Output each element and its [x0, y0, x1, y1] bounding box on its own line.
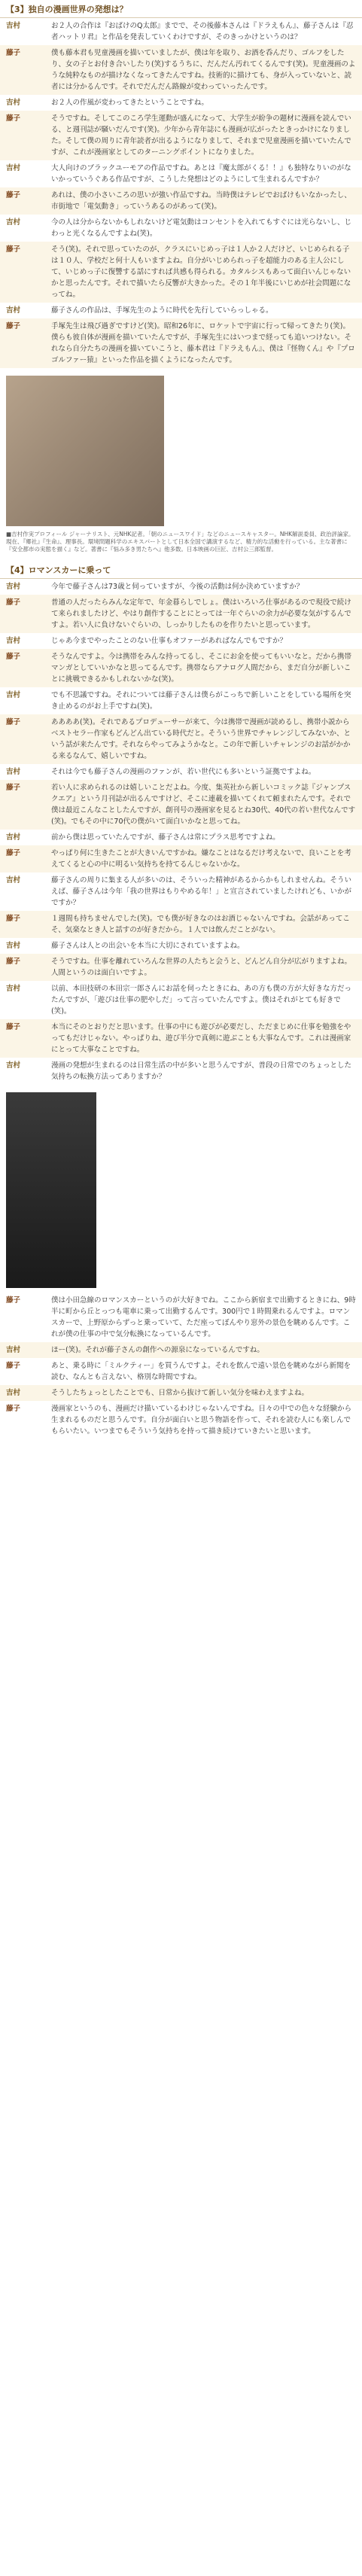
dialogue-row: [0, 111, 362, 160]
dialogue-row: [0, 1293, 362, 1342]
dialogue-text: あと、乗る時に「ミルクティー」を買うんですよ。それを飲んで遠い景色を眺めながら新聞を読む、なんとも言えない、格別な時間ですね。: [51, 1362, 351, 1381]
dialogue-text: そうしたちょっとしたことでも、日常から抜けて新しい気分を味わえますよね。: [51, 1389, 309, 1397]
section-4-title: 【4】ロマンスカーに乗って: [0, 561, 362, 579]
dialogue-row: [0, 938, 362, 954]
dialogue-row: [0, 780, 362, 830]
speaker-name: 吉村: [6, 22, 21, 30]
speaker-name: 藤子: [6, 598, 21, 607]
speaker-name: 藤子: [6, 1023, 21, 1031]
dialogue-text: あれは、僕の小さいころの思いが強い作品ですね。当時僕はテレビでおばけもいなかったし、市街地で「電気動き」っていうあるのがあって(笑)。: [51, 191, 351, 211]
dialogue-text: 手塚先生は飛び過ぎですけど(笑)。昭和26年に、ロケットで宇宙に行って帰ってきたり(笑)。僕らも彼自体が漫画を描いていたんですが、手塚先生にはいつまで経っても追いつけない。それなら自分たちの漫画を描いていこうと、藤本君は『ドラえもん』、僕は『怪物くん』や『プロゴルファー猿』といった作品を描くようになったんです。: [51, 322, 355, 364]
dialogue-row: [0, 303, 362, 318]
dialogue-text: ほー(笑)。それが藤子さんの創作への源泉になっているんですね。: [51, 1346, 264, 1354]
dialogue-row: [0, 764, 362, 780]
speaker-name: 藤子: [6, 245, 21, 254]
speaker-name: 吉村: [6, 1061, 21, 1070]
speaker-name: 吉村: [6, 691, 21, 699]
speaker-name: 藤子: [6, 322, 21, 330]
dialogue-text: 藤子さんの作品は、手塚先生のように時代を先行していらっしゃる。: [51, 306, 273, 315]
speaker-name: 吉村: [6, 637, 21, 645]
dialogue-text: そうなんですよ。今は携帯をみんな持ってるし、そこにお金を使ってもいいなと。だから携帯マンガとしていいかなと思ってるんです。携帯ならアナログ人間だから、まだ自分が新しいことに挑戦できるかもしれないかな(笑)。: [51, 653, 352, 684]
speaker-name: 藤子: [6, 114, 21, 123]
dialogue-text: 漫画の発想が生まれるのは日常生活の中が多いと思うんですが、普段の日常でのちょっとした気持ちの転換方法ってありますか？: [51, 1061, 352, 1081]
speaker-name: 吉村: [6, 99, 21, 107]
dialogue-text: 藤子さんは人との出会いを本当に大切にされていますよね。: [51, 942, 245, 950]
dialogue-text: お２人の合作は『おばけのQ太郎』までで、その後藤本さんは『ドラえもん』、藤子さんは『忍者ハットリ君』と作品を発表していくわけですが、そのきっかけというのは？: [51, 22, 354, 41]
dialogue-text: 前から僕は思っていたんですが、藤子さんは常にプラス思考ですよね。: [51, 833, 280, 842]
dialogue-row: [0, 18, 362, 45]
speaker-name: 吉村: [6, 985, 21, 993]
dialogue-text: じゃあ今までやったことのない仕事もオファーがあればなんでもですか？: [51, 637, 287, 645]
speaker-name: 藤子: [6, 784, 21, 792]
dialogue-row: [0, 714, 362, 764]
dialogue-text: そう(笑)。それで思っていたのが、クラスにいじめっ子は１人か２人だけど、いじめられる子は１０人、学校だと何十人もいますよね。自分がいじめられっ子を超能力のある主人公にして、いじめっ子に復讐する話にすれば共感も得られる。カタルシスもあって面白いんじゃないかと思ったんです。それで描いたら反響が大きかった。その１年半後にいじめが社会問題になってね。: [51, 245, 351, 299]
section-4-dialogue: [0, 579, 362, 1085]
dialogue-row: [0, 872, 362, 911]
speaker-name: 藤子: [6, 1405, 21, 1413]
dialogue-text: 僕も藤本君も児童漫画を描いていましたが、僕は年を取り、お酒を呑んだり、ゴルフをしたり、女の子とお付き合いしたり(笑)するうちに、だんだん汚れてくるんです(笑)。児童漫画のような純粋なものが描けなくなってきたんですね。技術的に描けても、身が入っていないと、読者には分かるんです。それでだんだん路線が変わっていったんです。: [51, 49, 356, 91]
dialogue-row: [0, 242, 362, 303]
dialogue-row: [0, 318, 362, 368]
speaker-name: 藤子: [6, 915, 21, 923]
section-3-title: 【3】独自の漫画世界の発想は？: [0, 0, 362, 18]
speaker-name: 藤子: [6, 849, 21, 857]
section-4b-dialogue: [0, 1293, 362, 1439]
interview-photo-2: [6, 1092, 96, 1288]
speaker-name: 藤子: [6, 653, 21, 661]
dialogue-row: [0, 830, 362, 845]
speaker-name: 吉村: [6, 1389, 21, 1397]
photo-caption: ■吉村作実プロフィール ジャーナリスト、元NHK記者。「朝のニュースワイド」などのニュースキャスター。NHK解説委員、政治評論家。現在、『郷社』『生命』、理事長。環境問題科学のエキスパートとして日本全国で講演するなど、精力的な活動を行っている。主な著書に『安全都市の実態を描く』など。著書に『悩み多き男たちへ』他多数。日本映画の巨匠、吉村公三郎監督。: [6, 531, 354, 553]
dialogue-text: 普通の人だったらみんな定年で、年金暮らしでしょ。僕はいろいろ仕事があるので現役で続けて来られましたけど、やはり創作することにとっては一年ぐらいの余力が必要な気がするんですよ。若い人に負けないぐらいの、しっかりしたものを作りたいと思っています。: [51, 598, 351, 629]
dialogue-row: [0, 1385, 362, 1401]
speaker-name: 藤子: [6, 49, 21, 57]
dialogue-text: ああああ(笑)。それであるプロデューサーが来て、今は携帯で漫画が読めるし、携帯小説からベストセラー作家もどんどん出ている時代だと。そういう世界でチャレンジしてみないか、という話が来たんです。それならやってみようかなと。この年で新しいチャレンジのお話がかかる来るなんて、嬉しいですね。: [51, 718, 351, 760]
dialogue-row: [0, 687, 362, 714]
speaker-name: 吉村: [6, 876, 21, 885]
dialogue-row: [0, 1342, 362, 1358]
speaker-name: 吉村: [6, 306, 21, 315]
dialogue-text: 僕は小田急線のロマンスカーというのが大好きでね。ここから新宿まで出勤するときにね、9時半に町から丘とっつも電車に乗って出勤するんです。300円で１時間乗れるんですよ。ロマンスカーで、上野原からずっと乗っていて、ただ座ってぼんやり窓外の景色を眺めるんです。これが僕の仕事の中で気分転換になっているんです。: [51, 1296, 356, 1338]
speaker-name: 吉村: [6, 833, 21, 842]
speaker-name: 吉村: [6, 218, 21, 227]
dialogue-text: お２人の作風が変わってきたということですね。: [51, 99, 208, 107]
dialogue-row: [0, 45, 362, 95]
dialogue-row: [0, 95, 362, 111]
dialogue-row: [0, 1358, 362, 1385]
dialogue-row: [0, 1401, 362, 1439]
dialogue-row: [0, 1019, 362, 1058]
dialogue-text: そうですね。仕事を離れていろんな世界の人たちと会うと、どんどん自分が広がりますよね。人間というのは面白いですよ。: [51, 958, 352, 977]
dialogue-text: １週間も持ちませんでした(笑)。でも僕が好きなのはお酒じゃないんですね。会話があってこそ、気楽なとき人と話すのが好きだから。１人では飲んだことがない。: [51, 915, 350, 934]
dialogue-text: でも不思議ですね。それについては藤子さんは僕らがこっちで新しいことをしている場所を突き止めるのがお上手ですね(笑)。: [51, 691, 351, 711]
speaker-name: 藤子: [6, 1296, 21, 1305]
dialogue-text: 大人向けのブラックユーモアの作品ですね。あとは『魔太郎がくる！！』も独特なりいのがないかっていうぐある作品ですが、こうした発想はどのようにして生まれるんですか？: [51, 164, 351, 184]
section-3-dialogue: [0, 18, 362, 368]
dialogue-text: それは今でも藤子さんの漫画のファンが、若い世代にも多いという証拠ですよね。: [51, 768, 316, 776]
speaker-name: 吉村: [6, 164, 21, 172]
speaker-name: 藤子: [6, 1362, 21, 1370]
speaker-name: 吉村: [6, 583, 21, 591]
dialogue-row: [0, 845, 362, 872]
speaker-name: 藤子: [6, 718, 21, 726]
dialogue-text: 漫画家というのも、漫画だけ描いているわけじゃないんですね。日々の中での色々な経験から生まれるものだと思うんです。自分が面白いと思う物語を作って、それを読む人にも楽しんでもらいたい。いつまでもそういう気持ちを持って描き続けていきたいと思います。: [51, 1405, 352, 1436]
dialogue-row: [0, 633, 362, 649]
dialogue-row: [0, 911, 362, 938]
dialogue-text: 今年で藤子さんは73歳と伺っていますが、今後の活動は何か決めていますか？: [51, 583, 304, 591]
speaker-name: 藤子: [6, 191, 21, 199]
speaker-name: 吉村: [6, 1346, 21, 1354]
dialogue-text: やっぱり何に生きたことが大きいんですかね。嫌なことはなるだけ考えないで、良いことを考えてくると心の中に明るい気持ちを持てるんじゃないかな。: [51, 849, 351, 869]
dialogue-text: そうですね。そしてこのころ学生運動が盛んになって、大学生が紛争の題材に漫画を読んでいる、と週刊誌が騒いだんです(笑)。少年から青年誌にも漫画が広がったときっかけになりました。そして僕の周りに青年読者が出るようになりまして、それまで児童漫画を描いていたんですが、これが漫画家としてのターニングポイントになりました。: [51, 114, 351, 157]
dialogue-row: [0, 981, 362, 1019]
dialogue-row: [0, 187, 362, 215]
speaker-name: 吉村: [6, 768, 21, 776]
dialogue-text: 若い人に求められるのは嬉しいことだよね。今度、集英社から新しいコミック誌『ジャンプスクエア』という月刊誌が出るんですけど、そこに連載を描いてくれて頼まれたんです。それで僕は最近こんなことしたんですが、創刊号の漫画家を見るとね30代、40代の若い世代なんです(笑)。でもその中に70代の僕がいて面白いかなと思ってね。: [51, 784, 356, 826]
interview-photo-1: [6, 376, 164, 526]
speaker-name: 吉村: [6, 942, 21, 950]
dialogue-row: [0, 649, 362, 687]
dialogue-text: 藤子さんの周りに集まる人が多いのは、そういった精神があるからかもしれませんね。そういえば、藤子さんは今年「我の世界はもりやめる年！」と宣言されていましたけれども、いかがですか？: [51, 876, 352, 907]
dialogue-row: [0, 954, 362, 981]
dialogue-row: [0, 1058, 362, 1085]
speaker-name: 藤子: [6, 958, 21, 966]
dialogue-row: [0, 579, 362, 595]
dialogue-row: [0, 160, 362, 187]
dialogue-row: [0, 215, 362, 242]
dialogue-text: 今の人は分からないかもしれないけど電気動はコンセントを入れてもすぐには光らないし、じわっと光くなるんですよね(笑)。: [51, 218, 352, 238]
dialogue-row: [0, 595, 362, 633]
dialogue-text: 以前、本田技研の本田宗一郎さんにお話を伺ったときにね、あの方も僕の方が大好きな方だったんですが、「遊びは仕事の肥やしだ」って言っていたんですよ。僕はそれがとても好きで(笑)。: [51, 985, 352, 1015]
dialogue-text: 本当にそのとおりだと思います。仕事の中にも遊びが必要だし、ただまじめに仕事を勉強をやってもだけじゃない。やっぱりね、遊び半分で真剣に遊ぶことも大事なんです。これは漫画家にとって大事なことですね。: [51, 1023, 351, 1054]
